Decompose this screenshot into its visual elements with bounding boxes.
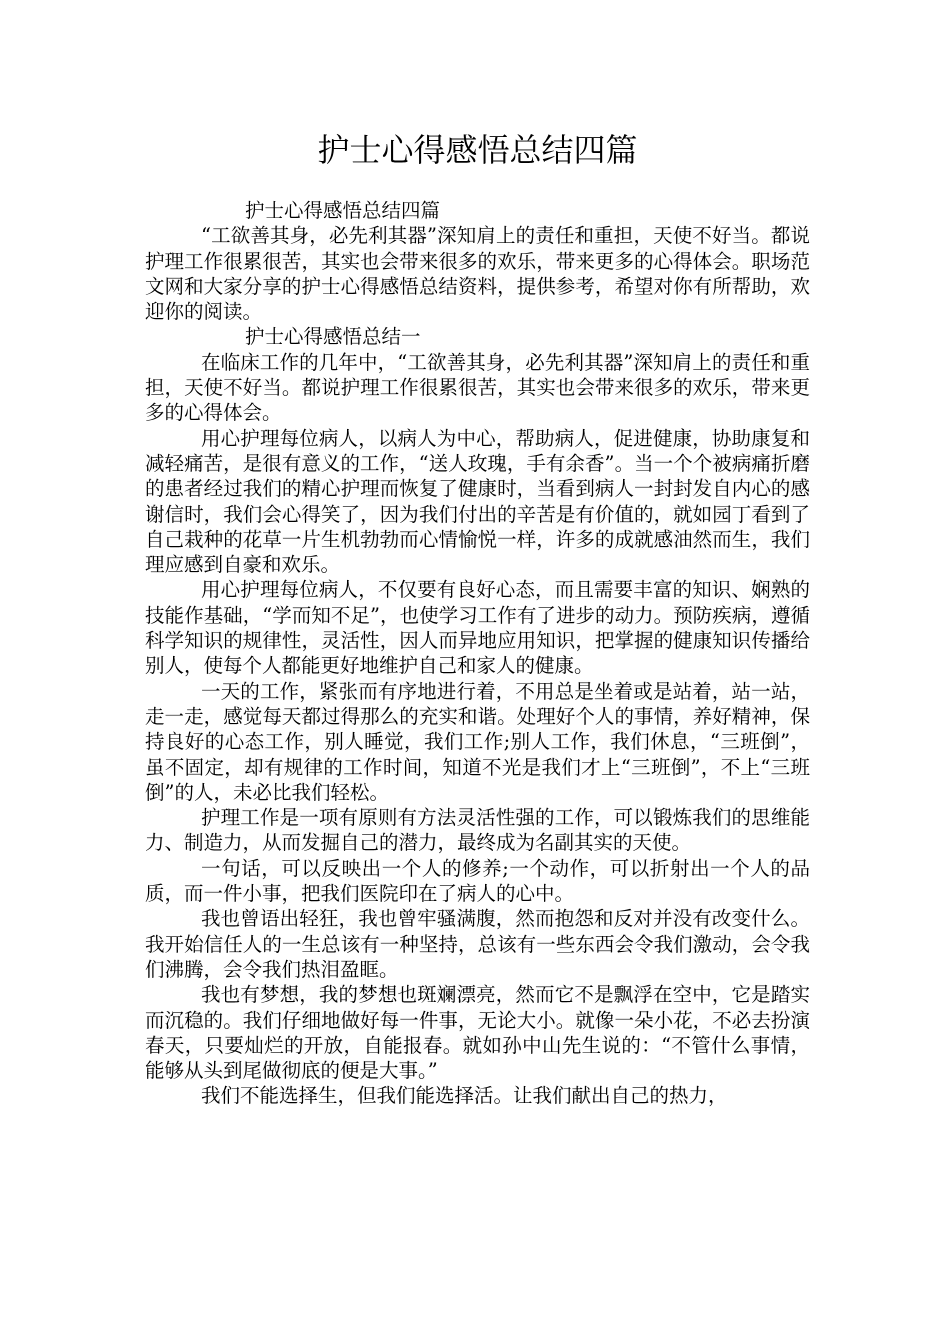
document-subtitle: 护士心得感悟总结四篇 (245, 199, 441, 222)
body-paragraph: 一句话，可以反映出一个人的修养;一个动作，可以折射出一个人的品质，而一件小事，把我们医院印在了病人的心中。 (145, 856, 810, 906)
body-paragraph: 用心护理每位病人，不仅要有良好心态，而且需要丰富的知识、娴熟的技能作基础，“学而知不足”，也使学习工作有了进步的动力。预防疾病，遵循科学知识的规律性，灵活性，因人而异地应用知识，把掌握的健康知识传播给别人，使每个人都能更好地维护自己和家人的健康。 (145, 578, 810, 678)
document-body (145, 198, 810, 1109)
section-heading: 护士心得感悟总结一 (245, 325, 421, 349)
body-paragraph: 护理工作是一项有原则有方法灵活性强的工作，可以锻炼我们的思维能力、制造力，从而发掘自己的潜力，最终成为名副其实的天使。 (145, 806, 810, 855)
document-page (145, 0, 810, 1344)
body-paragraph: 我也有梦想，我的梦想也斑斓漂亮，然而它不是飘浮在空中，它是踏实而沉稳的。我们仔细地做好每一件事，无论大小。就像一朵小花，不必去扮演春天，只要灿烂的开放，自能报春。就如孙中山先生说的：“不管什么事情，能够从头到尾做彻底的便是大事。” (145, 983, 810, 1083)
intro-paragraph: “工欲善其身，必先利其器”深知肩上的责任和重担，天使不好当。都说护理工作很累很苦，其实也会带来很多的欢乐，带来更多的心得体会。职场范文网和大家分享的护士心得感悟总结资料，提供参考，希望对你有所帮助，欢迎你的阅读。 (145, 224, 810, 324)
body-paragraph: 用心护理每位病人，以病人为中心，帮助病人，促进健康，协助康复和减轻痛苦，是很有意义的工作，“送人玫瑰，手有余香”。当一个个被病痛折磨的患者经过我们的精心护理而恢复了健康时，当看到病人一封封发自内心的感谢信时，我们会心得笑了，因为我们付出的辛苦是有价值的，就如园丁看到了自己栽种的花草一片生机勃勃而心情愉悦一样，许多的成就感油然而生，我们理应感到自豪和欢乐。 (145, 426, 810, 577)
document-title: 护士心得感悟总结四篇 (317, 131, 638, 169)
body-paragraph: 我们不能选择生，但我们能选择活。让我们献出自己的热力， (201, 1084, 728, 1108)
body-paragraph: 我也曾语出轻狂，我也曾牢骚满腹，然而抱怨和反对并没有改变什么。我开始信任人的一生总该有一种坚持，总该有一些东西会令我们激动，会令我们沸腾，会令我们热泪盈眶。 (145, 907, 810, 981)
body-paragraph: 在临床工作的几年中，“工欲善其身，必先利其器”深知肩上的责任和重担，天使不好当。都说护理工作很累很苦，其实也会带来很多的欢乐，带来更多的心得体会。 (145, 350, 810, 425)
body-paragraph: 一天的工作，紧张而有序地进行着，不用总是坐着或是站着，站一站，走一走，感觉每天都过得那么的充实和谐。处理好个人的事情，养好精神，保持良好的心态工作，别人睡觉，我们工作;别人工作，我们休息，“三班倒”，虽不固定，却有规律的工作时间，知道不光是我们才上“三班倒”，不上“三班倒”的人，未必比我们轻松。 (145, 679, 810, 804)
